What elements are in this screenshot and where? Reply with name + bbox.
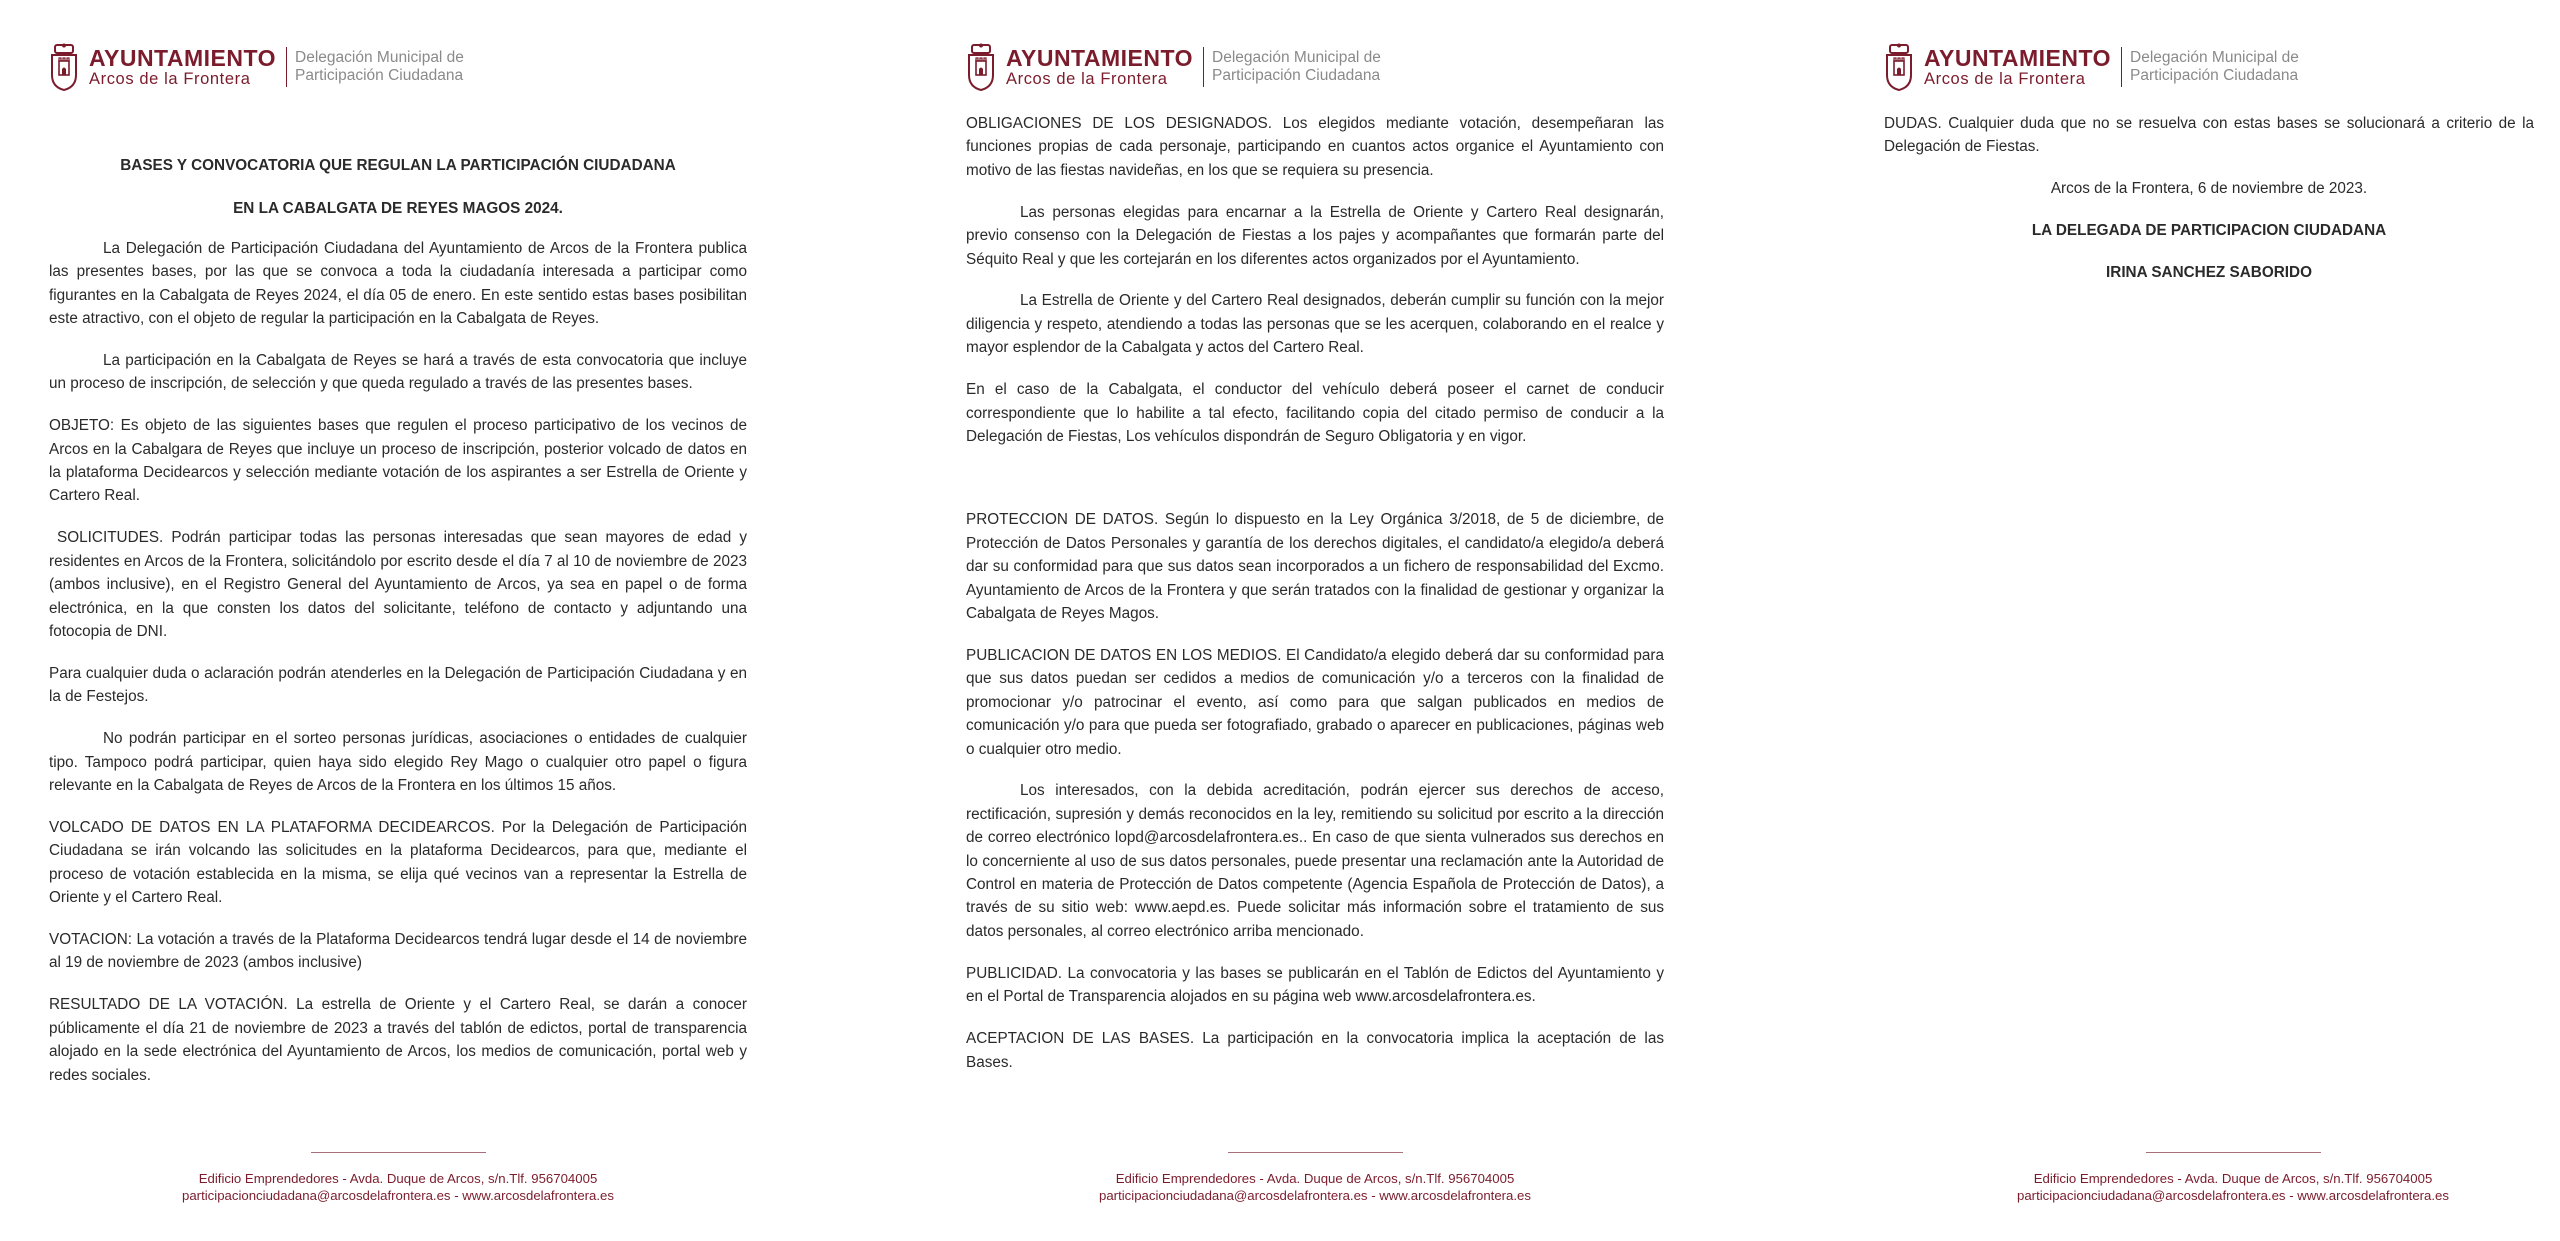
paragraph-aceptacion: ACEPTACION DE LAS BASES. La participación en la convocatoria implica la aceptación de las Bases. (966, 1030, 1664, 1071)
document-date: Arcos de la Frontera, 6 de noviembre de 2023. (2050, 180, 2368, 198)
document-page-3 (1884, 0, 2560, 1241)
logo-divider (1203, 47, 1204, 87)
footer-contact: participacionciudadana@arcosdelafrontera.es - www.arcosdelafrontera.es (1099, 1188, 1531, 1203)
document-body (1884, 112, 2534, 303)
logo-department-line1: Delegación Municipal de (1212, 49, 1381, 66)
coat-of-arms-icon (966, 43, 996, 91)
paragraph: Para cualquier duda o aclaración podrán atenderles en la Delegación de Participación Ciudadana y en la de Festejos. (49, 664, 747, 706)
paragraph-solicitudes: SOLICITUDES. Podrán participar todas las personas interesadas que sean mayores de edad y residentes en Arcos de la Frontera, solicitándolo por escrito desde el día 7 al 10 de noviembre de 2023 (ambos inclusive), en el Registro General del Ayuntamiento de Arcos, ya sea en papel o de forma electrónica, en la que consten los datos del solicitante, teléfono de contacto y adjuntando una fotocopia de DNI. (49, 529, 752, 640)
logo-title: AYUNTAMIENTO (1006, 44, 1194, 71)
header-logo (49, 42, 464, 92)
logo-subtitle: Arcos de la Frontera (1924, 69, 2086, 88)
document-body (966, 112, 1664, 1092)
page-footer (966, 1170, 1664, 1204)
logo-title: AYUNTAMIENTO (89, 44, 277, 71)
paragraph-publicidad: PUBLICIDAD. La convocatoria y las bases se publicarán en el Tablón de Edictos del Ayuntamiento y en el Portal de Transparencia alojados en su página web www.arcosdelafrontera.es. (966, 964, 1664, 1006)
paragraph: No podrán participar en el sorteo personas jurídicas, asociaciones o entidades de cualquier tipo. Tampoco podrá participar, quien haya sido elegido Rey Mago o cualquier otro papel o figura relevante en la Cabalgata de Reyes de Arcos de la Frontera en los últimos 15 años. (49, 730, 747, 795)
paragraph: La participación en la Cabalgata de Reyes se hará a través de esta convocatoria que incluye un proceso de inscripción, de selección y que queda regulado a través de las presentes bases. (49, 351, 747, 393)
logo-subtitle: Arcos de la Frontera (89, 69, 251, 88)
page-footer (49, 1170, 747, 1204)
paragraph-volcado-datos: VOLCADO DE DATOS EN LA PLATAFORMA DECIDEARCOS. Por la Delegación de Participación Ciudadana se irán volcando las solicitudes en la plataforma Decidearcos, para que, mediante el proceso de votación establecida en la misma, se elija qué vecinos van a representar la Estrella de Oriente y el Cartero Real. (49, 818, 747, 907)
document-body (49, 154, 752, 1106)
footer-contact: participacionciudadana@arcosdelafrontera.es - www.arcosdelafrontera.es (182, 1188, 614, 1203)
logo-department-line2: Participación Ciudadana (295, 67, 464, 84)
coat-of-arms-icon (1884, 43, 1914, 91)
footer-divider (1228, 1152, 1403, 1153)
paragraph: Los interesados, con la debida acreditación, podrán ejercer sus derechos de acceso, rectificación, supresión y demás reconocidos en la ley, remitiendo su solicitud por escrito a la dirección de correo electrónico lopd@arcosdelafrontera.es.. En caso de que sienta vulnerados sus derechos en lo concerniente al uso de sus datos personales, puede presentar una reclamación ante la Autoridad de Control en materia de Protección de Datos competente (Agencia Española de Protección de Datos), a través de su sitio web: www.aepd.es. Puede solicitar más información sobre el tratamiento de sus datos personales, al correo electrónico arriba mencionado. (966, 782, 1664, 940)
logo-department-line1: Delegación Municipal de (295, 49, 464, 66)
signatory-name: IRINA SANCHEZ SABORIDO (2106, 264, 2312, 282)
footer-address: Edificio Emprendedores - Avda. Duque de Arcos, s/n.Tlf. 956704005 (198, 1171, 598, 1186)
paragraph-resultado: RESULTADO DE LA VOTACIÓN. La estrella de Oriente y el Cartero Real, se darán a conocer públicamente el día 21 de noviembre de 2023 a través del tablón de edictos, portal de transparencia alojado en la sede electrónica del Ayuntamiento de Arcos, los medios de comunicación, portal web y redes sociales. (49, 996, 747, 1084)
page-footer (1884, 1170, 2560, 1204)
footer-contact: participacionciudadana@arcosdelafrontera.es - www.arcosdelafrontera.es (2017, 1188, 2449, 1203)
paragraph-proteccion-datos: PROTECCION DE DATOS. Según lo dispuesto en la Ley Orgánica 3/2018, de 5 de diciembre, de Protección de Datos Personales y garantía de los derechos digitales, el candidato/a elegido/a deberá dar su conformidad para que sus datos sean incorporados a un fichero de responsabilidad del Excmo. Ayuntamiento de Arcos de la Frontera y que serán tratados con la finalidad de gestionar y organizar la Cabalgata de Reyes Magos. (966, 511, 1664, 622)
header-logo (1884, 42, 2299, 92)
paragraph: La Delegación de Participación Ciudadana del Ayuntamiento de Arcos de la Frontera publica las presentes bases, por las que se convoca a toda la ciudadanía interesada a participar como figurantes en la Cabalgata de Reyes 2024, el día 05 de enero. En este sentido estas bases posibilitan este atractivo, con el objeto de regular la participación en la Cabalgata de Reyes. (49, 239, 747, 328)
footer-address: Edificio Emprendedores - Avda. Duque de Arcos, s/n.Tlf. 956704005 (1115, 1171, 1515, 1186)
logo-department-line2: Participación Ciudadana (2130, 67, 2299, 84)
logo-title: AYUNTAMIENTO (1924, 44, 2112, 71)
paragraph: La Estrella de Oriente y del Cartero Real designados, deberán cumplir su función con la mejor diligencia y respeto, atendiendo a todas las personas que se les acerquen, colaborando en el realce y mayor esplendor de la Cabalgata y actos del Cartero Real. (966, 292, 1664, 357)
coat-of-arms-icon (49, 43, 79, 91)
logo-divider (286, 47, 287, 87)
paragraph: Las personas elegidas para encarnar a la Estrella de Oriente y Cartero Real designarán, previo consenso con la Delegación de Fiestas a los pajes y acompañantes que formarán parte del Séquito Real y que les cortejarán en los diferentes actos organizados por el Ayuntamiento. (966, 203, 1664, 268)
signatory-title: LA DELEGADA DE PARTICIPACION CIUDADANA (2031, 222, 2387, 240)
document-page-2 (966, 0, 1716, 1241)
footer-address: Edificio Emprendedores - Avda. Duque de Arcos, s/n.Tlf. 956704005 (2033, 1171, 2433, 1186)
logo-subtitle: Arcos de la Frontera (1006, 69, 1168, 88)
logo-department-line1: Delegación Municipal de (2130, 49, 2299, 66)
header-logo (966, 42, 1381, 92)
document-page-1 (49, 0, 799, 1241)
footer-divider (2146, 1152, 2321, 1153)
logo-divider (2121, 47, 2122, 87)
footer-divider (311, 1152, 486, 1153)
paragraph-objeto: OBJETO: Es objeto de las siguientes bases que regulen el proceso participativo de los vecinos de Arcos en la Cabalgara de Reyes que incluye un proceso de inscripción, posterior volcado de datos en la plataforma Decidearcos y selección mediante votación de los aspirantes a ser Estrella de Oriente y Cartero Real. (49, 417, 747, 505)
document-heading: BASES Y CONVOCATORIA QUE REGULAN LA PARTICIPACIÓN CIUDADANA (120, 157, 676, 174)
paragraph-votacion: VOTACION: La votación a través de la Plataforma Decidearcos tendrá lugar desde el 14 de noviembre al 19 de noviembre de 2023 (ambos inclusive) (49, 931, 747, 972)
paragraph-dudas: DUDAS. Cualquier duda que no se resuelva con estas bases se solucionará a criterio de la Delegación de Fiestas. (1884, 115, 2534, 156)
paragraph: En el caso de la Cabalgata, el conductor del vehículo deberá poseer el carnet de conducir correspondiente que lo habilite a tal efecto, facilitando copia del citado permiso de conducir a la Delegación de Fiestas, Los vehículos dispondrán de Seguro Obligatoria y en vigor. (966, 381, 1664, 445)
paragraph-publicacion-datos: PUBLICACION DE DATOS EN LOS MEDIOS. El Candidato/a elegido deberá dar su conformidad para que sus datos puedan ser cedidos a medios de comunicación y/o a terceros con la finalidad de promocionar y/o patrocinar el evento, así como para que salgan publicados en medios de comunicación y/o para que pueda ser fotografiado, grabado o aparecer en publicaciones, páginas web o cualquier otro medio. (966, 646, 1664, 758)
logo-department-line2: Participación Ciudadana (1212, 67, 1381, 84)
document-subheading: EN LA CABALGATA DE REYES MAGOS 2024. (233, 200, 563, 218)
paragraph-obligaciones: OBLIGACIONES DE LOS DESIGNADOS. Los elegidos mediante votación, desempeñaran las funciones propias de cada personaje, participando en cuantos actos organice el Ayuntamiento con motivo de las fiestas navideñas, en los que se requiera su presencia. (966, 115, 1664, 179)
